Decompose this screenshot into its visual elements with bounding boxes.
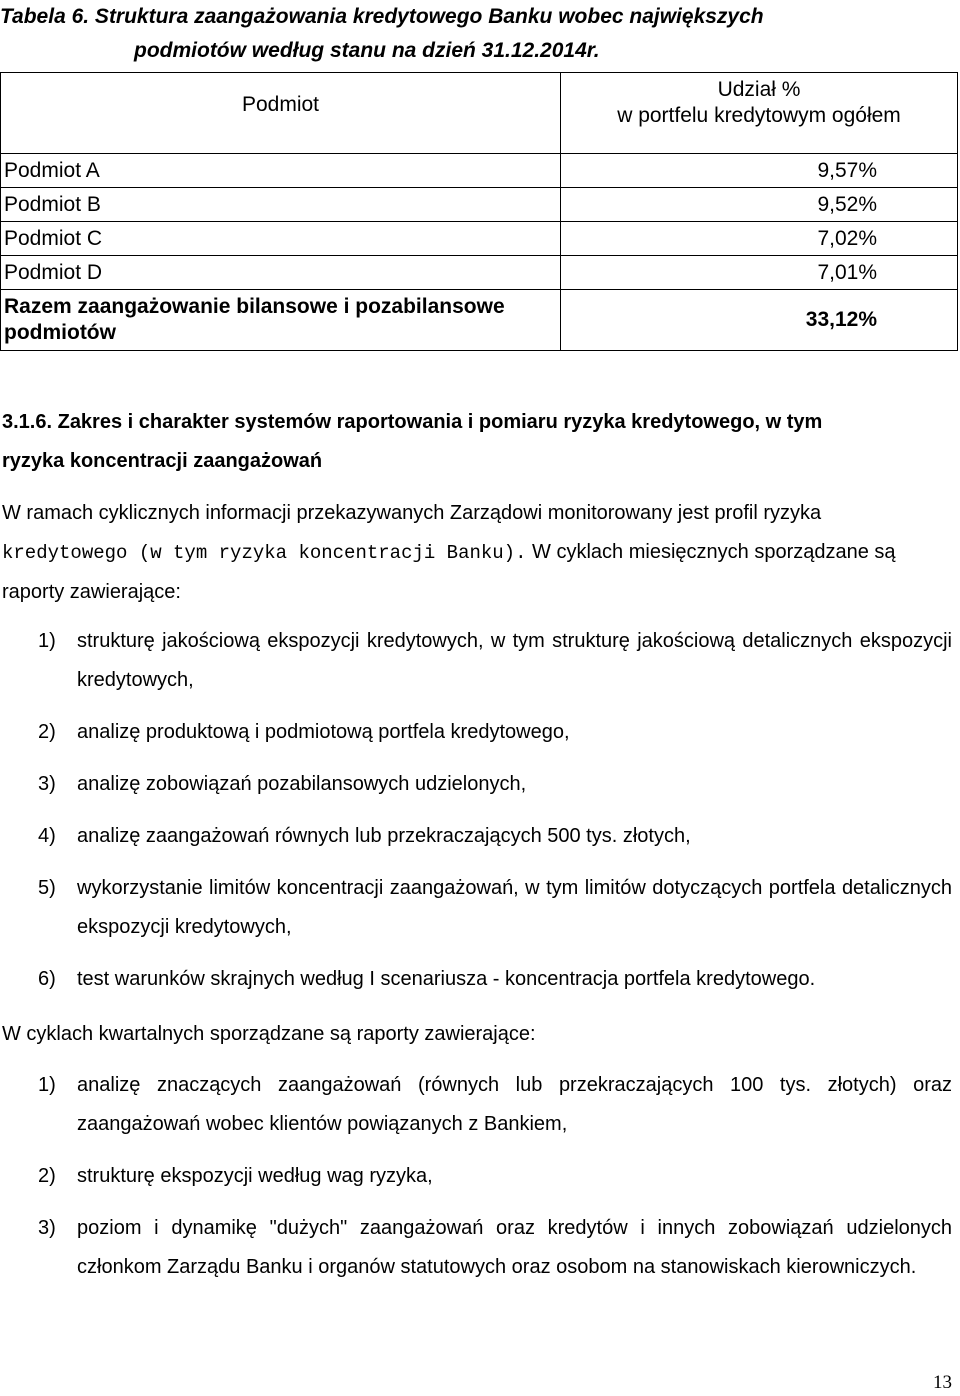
list-item-number: 6) [38,968,56,990]
total-label-line-1: Razem zaangażowanie bilansowe i pozabilansowe [4,295,505,318]
list-item [0,960,952,999]
list-item-number: 5) [38,877,56,899]
row-value: 7,02% [561,222,958,256]
list-item-number: 4) [38,825,56,847]
monthly-report-list [0,622,952,1012]
list-item [0,869,952,947]
list-item [0,1157,952,1196]
list-item [0,1066,952,1144]
row-entity: Podmiot C [1,222,561,256]
header-share-line-1: Udział % [717,78,801,101]
list-item-number: 2) [38,721,56,743]
list-item-text: analizę zobowiązań pozabilansowych udzielonych, [77,773,527,795]
list-item-text: analizę produktową i podmiotową portfela kredytowego, [77,721,570,743]
header-share-line-2: w portfelu kredytowym ogółem [617,104,901,127]
list-item-number: 2) [38,1165,56,1187]
exposure-table [0,72,958,351]
table-caption [0,0,960,68]
total-label-line-2: podmiotów [4,321,116,344]
intro-line-1: W ramach cyklicznych informacji przekazywanych Zarządowi monitorowany jest profil ryzyka [2,502,822,524]
list-item [0,713,952,752]
section-heading-line-1: 3.1.6. Zakres i charakter systemów raportowania i pomiaru ryzyka kredytowego, w tym [2,411,823,433]
intro-line-3: raporty zawierające: [2,581,181,603]
list-item-text: analizę znaczących zaangażowań (równych lub przekraczających 100 tys. złotych) oraz zaangażowań wobec klientów powiązanych z Bankiem, [77,1074,952,1135]
row-entity: Podmiot B [1,188,561,222]
quarterly-intro: W cyklach kwartalnych sporządzane są raporty zawierające: [2,1023,536,1045]
header-share [561,73,958,154]
list-item-number: 1) [38,630,56,652]
list-item [0,817,952,856]
list-item-text: analizę zaangażowań równych lub przekraczających 500 tys. złotych, [77,825,691,847]
table-header-row [1,73,958,154]
page-number: 13 [933,1372,952,1393]
list-item-text: wykorzystanie limitów koncentracji zaangażowań, w tym limitów dotyczących portfela detalicznych ekspozycji kredytowych, [77,877,952,938]
total-value: 33,12% [561,290,958,351]
table-total-row [1,290,958,351]
table-row [1,222,958,256]
section-heading [2,403,952,481]
intro-paragraph [2,494,952,612]
header-entity: Podmiot [1,73,561,154]
table-row [1,154,958,188]
total-label [1,290,561,351]
section-heading-line-2: ryzyka koncentracji zaangażowań [2,450,323,472]
row-value: 7,01% [561,256,958,290]
row-value: 9,57% [561,154,958,188]
row-value: 9,52% [561,188,958,222]
list-item-number: 3) [38,773,56,795]
quarterly-report-list [0,1066,952,1300]
list-item-text: strukturę jakościową ekspozycji kredytowych, w tym strukturę jakościową detalicznych ekspozycji kredytowych, [77,630,952,691]
list-item [0,622,952,700]
list-item [0,1209,952,1287]
list-item-text: test warunków skrajnych według I scenariusza - koncentracja portfela kredytowego. [77,968,816,990]
table-caption-line-1: Tabela 6. Struktura zaangażowania kredytowego Banku wobec największych [0,5,764,28]
list-item-number: 1) [38,1074,56,1096]
list-item-text: strukturę ekspozycji według wag ryzyka, [77,1165,433,1187]
list-item-number: 3) [38,1217,56,1239]
table-caption-line-2: podmiotów według stanu na dzień 31.12.2014r. [134,39,600,62]
list-item [0,765,952,804]
table-row [1,188,958,222]
table-row [1,256,958,290]
row-entity: Podmiot D [1,256,561,290]
row-entity: Podmiot A [1,154,561,188]
intro-line-2-mono: kredytowego (w tym ryzyka koncentracji Banku). [2,542,527,564]
intro-line-2-rest: W cyklach miesięcznych sporządzane są [526,541,896,563]
list-item-text: poziom i dynamikę "dużych" zaangażowań oraz kredytów i innych zobowiązań udzielonych członkom Zarządu Banku i organów statutowych oraz osobom na stanowiskach kierowniczych. [77,1217,952,1278]
